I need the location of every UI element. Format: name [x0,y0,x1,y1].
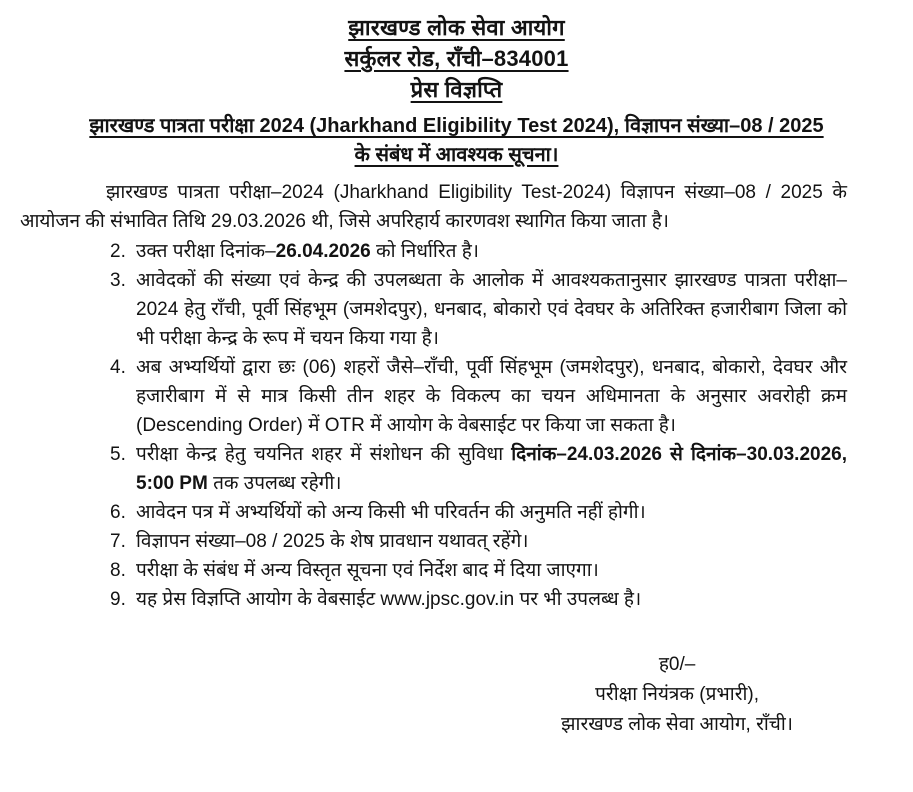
org-address: सर्कुलर रोड, राँची–834001 [344,46,569,71]
item-number: 3. [110,270,126,291]
doc-type-title: प्रेस विज्ञप्ति [410,77,503,102]
signature-mark: ह0/– [658,654,696,675]
signature-block [561,650,793,740]
item-text: अब अभ्यर्थियों द्वारा छः (06) शहरों जैसे–राँची, पूर्वी सिंहभूम (जमशेदपुर), धनबाद, बोकारो, देवघर और हजारीबाग में से मात्र किसी तीन शहर के विकल्प का चयन अधिमानता के अनुसार अवरोही क्रम (Descending Order) में OTR में आयोग के वेबसाईट पर किया जा सकता है। [136,357,847,436]
notice-item [20,353,893,440]
item-text: यह प्रेस विज्ञप्ति आयोग के वेबसाईट www.jpsc.gov.in पर भी उपलब्ध है। [136,589,642,610]
notice-item [20,498,893,527]
signatory-organization: झारखण्ड लोक सेवा आयोग, राँची। [561,714,793,735]
item-text: आवेदकों की संख्या एवं केन्द्र की उपलब्धता के आलोक में आवश्यकतानुसार झारखण्ड पात्रता परीक्षा–2024 हेतु राँची, पूर्वी सिंहभूम (जमशेदपुर), धनबाद, बोकारो एवं देवघर के अतिरिक्त हजारीबाग जिला को भी परीक्षा केन्द्र के रूप में चयन किया गया है। [136,270,847,349]
notice-item [20,266,893,353]
subject-heading [20,112,893,170]
item-number: 6. [110,502,126,523]
item-number: 5. [110,444,126,465]
item-text: आवेदन पत्र में अभ्यर्थियों को अन्य किसी भी परिवर्तन की अनुमति नहीं होगी। [136,502,646,523]
notice-item [20,585,893,614]
item-text: परीक्षा केन्द्र हेतु चयनित शहर में संशोधन की सुविधा दिनांक–24.03.2026 से दिनांक–30.03.2026, 5:00 PM तक उपलब्ध रहेगी। [136,444,847,494]
signatory-designation: परीक्षा नियंत्रक (प्रभारी), [595,684,760,705]
notice-list [20,237,893,614]
subject-line-1: झारखण्ड पात्रता परीक्षा 2024 (Jharkhand Eligibility Test 2024), विज्ञापन संख्या–08 / 2025 [89,115,824,137]
item-text: परीक्षा के संबंध में अन्य विस्तृत सूचना एवं निर्देश बाद में दिया जाएगा। [136,560,599,581]
item-number: 8. [110,560,126,581]
notice-item [20,237,893,266]
notice-item [20,556,893,585]
item-number: 9. [110,589,126,610]
item-number: 2. [110,241,126,262]
notice-item [20,527,893,556]
document-header [20,12,893,105]
org-name: झारखण्ड लोक सेवा आयोग [348,15,565,40]
subject-line-2: के संबंध में आवश्यक सूचना। [354,144,559,166]
item-number: 7. [110,531,126,552]
notice-item [20,440,893,498]
item-text: विज्ञापन संख्या–08 / 2025 के शेष प्रावधान यथावत् रहेंगे। [136,531,529,552]
item-number: 4. [110,357,126,378]
intro-paragraph: झारखण्ड पात्रता परीक्षा–2024 (Jharkhand Eligibility Test-2024) विज्ञापन संख्या–08 / 2025 के आयोजन की संभावित तिथि 29.03.2026 थी, जिसे अपरिहार्य कारणवश स्थागित किया जाता है। [20,182,847,232]
item-text: उक्त परीक्षा दिनांक–26.04.2026 को निर्धारित है। [136,241,479,262]
